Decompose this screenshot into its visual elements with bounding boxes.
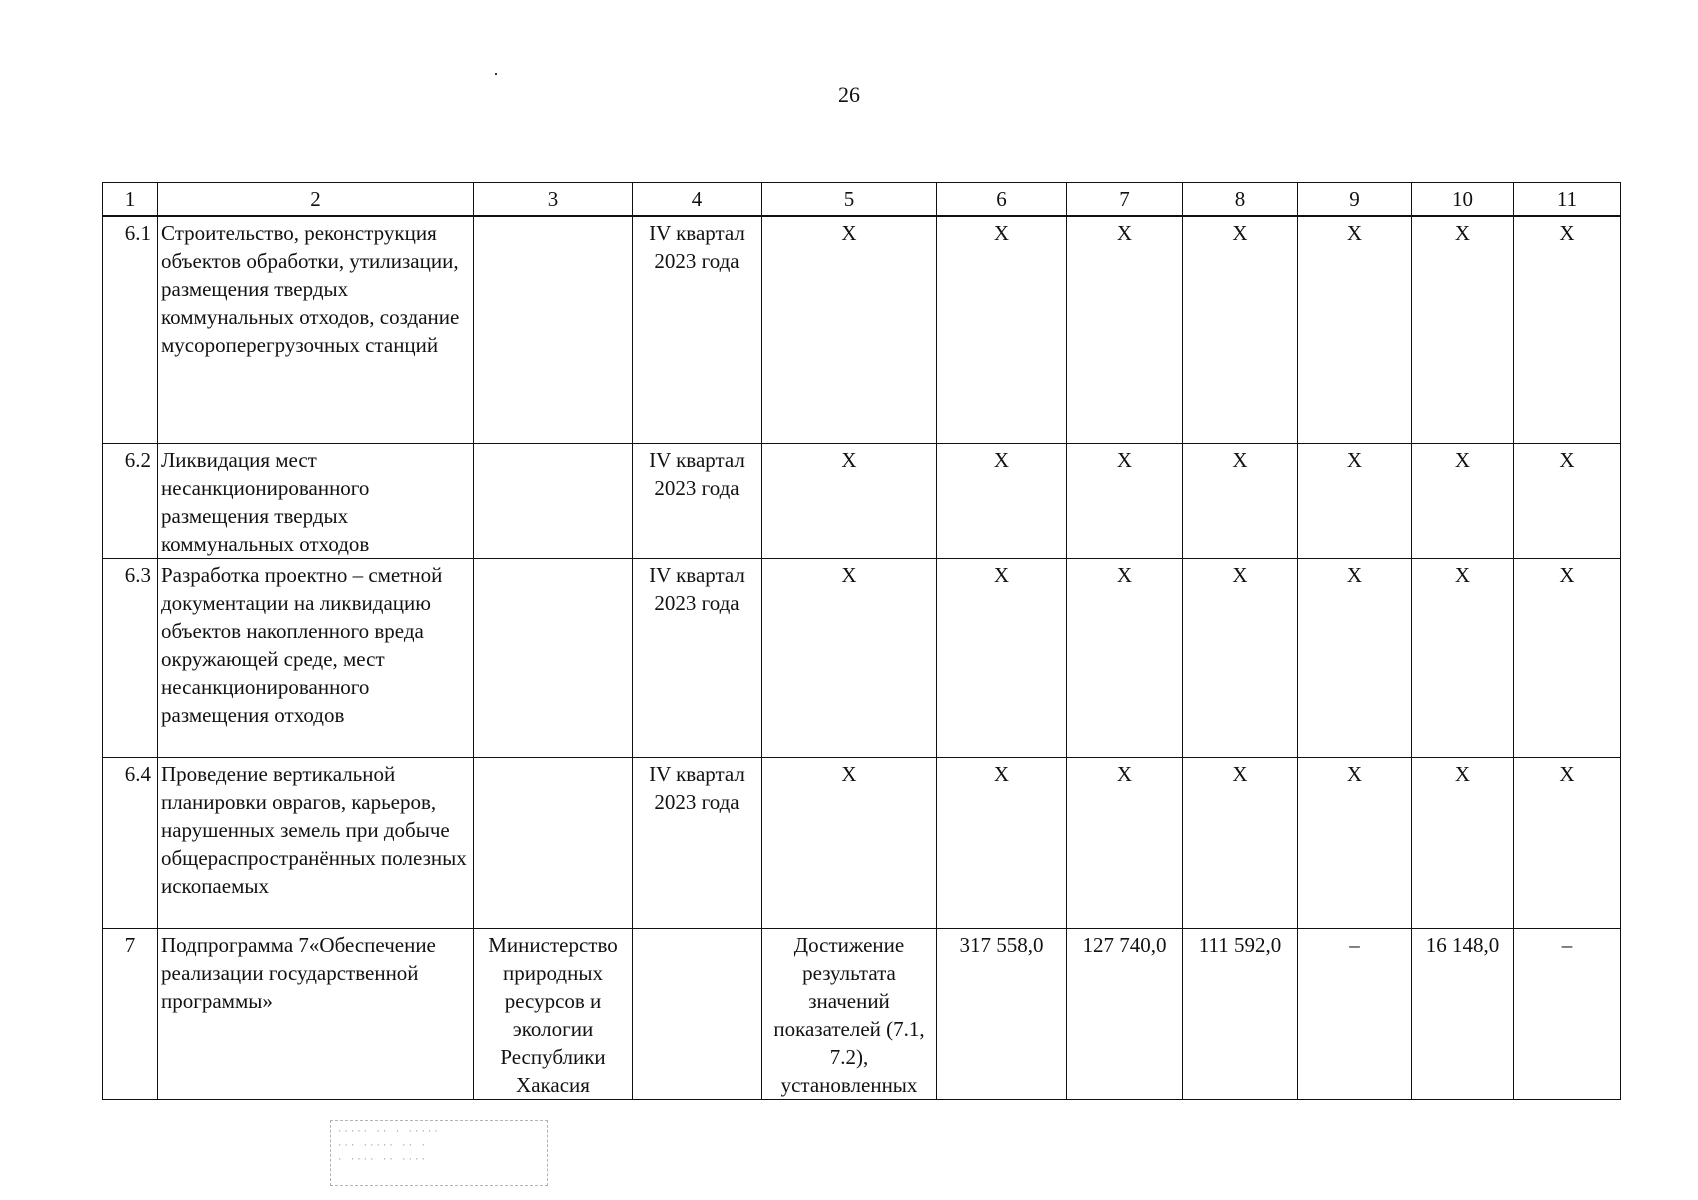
header-cell: 8 [1183,183,1298,217]
row-cell-8: X [1183,444,1298,559]
row-cell-11: X [1514,559,1621,758]
row-cell-10: X [1412,758,1514,929]
row-cell-9: – [1298,929,1412,1100]
row-cell-9: X [1298,444,1412,559]
header-row [103,183,1621,217]
table-row [103,216,1621,444]
row-cell-8: X [1183,758,1298,929]
row-deadline: IV квартал 2023 года [633,216,762,444]
table-row [103,929,1621,1100]
header-cell: 10 [1412,183,1514,217]
header-cell: 7 [1067,183,1183,217]
table-row [103,444,1621,559]
row-cell-7: X [1067,559,1183,758]
header-cell: 4 [633,183,762,217]
stamp-line: ····· ·· · ····· [337,1127,440,1137]
row-cell-9: X [1298,758,1412,929]
row-cell-10: X [1412,559,1514,758]
row-name: Подпрограмма 7«Обеспечение реализации государственной программы» [158,929,474,1100]
row-cell-7: X [1067,444,1183,559]
header-cell: 1 [103,183,158,217]
row-id: 6.4 [103,758,158,929]
row-id: 6.3 [103,559,158,758]
row-cell-10: X [1412,216,1514,444]
row-cell-6: X [937,758,1067,929]
row-cell-5: Достижение результата значений показателей (7.1, 7.2), установленных [762,929,937,1100]
row-cell-11: X [1514,216,1621,444]
row-cell-5: X [762,758,937,929]
row-cell-10: 16 148,0 [1412,929,1514,1100]
row-cell-8: 111 592,0 [1183,929,1298,1100]
row-cell-8: X [1183,559,1298,758]
row-responsible [474,758,633,929]
header-cell: 6 [937,183,1067,217]
scan-speck [495,73,497,75]
table-row [103,559,1621,758]
row-deadline: IV квартал 2023 года [633,444,762,559]
header-cell: 2 [158,183,474,217]
stamp-line: ··· ····· ·· · [337,1141,427,1151]
row-cell-11: X [1514,758,1621,929]
row-cell-6: X [937,216,1067,444]
row-cell-10: X [1412,444,1514,559]
row-responsible [474,216,633,444]
header-cell: 9 [1298,183,1412,217]
row-name: Ликвидация мест несанкционированного размещения твердых коммунальных отходов [158,444,474,559]
row-cell-7: 127 740,0 [1067,929,1183,1100]
row-cell-6: X [937,444,1067,559]
row-name: Разработка проектно – сметной документации на ликвидацию объектов накопленного вреда окружающей среде, мест несанкционированного размещения отходов [158,559,474,758]
faded-stamp [330,1120,548,1186]
program-table [102,182,1621,1100]
row-cell-6: 317 558,0 [937,929,1067,1100]
row-cell-7: X [1067,216,1183,444]
row-cell-5: X [762,559,937,758]
row-cell-5: X [762,216,937,444]
row-deadline: IV квартал 2023 года [633,758,762,929]
page-number: 26 [838,82,860,107]
row-responsible: Министерство природных ресурсов и экологии Республики Хакасия [474,929,633,1100]
row-name: Строительство, реконструкция объектов обработки, утилизации, размещения твердых коммунальных отходов, создание мусороперегрузочных станций [158,216,474,444]
row-cell-9: X [1298,216,1412,444]
header-cell: 11 [1514,183,1621,217]
table-row [103,758,1621,929]
row-responsible [474,559,633,758]
row-cell-9: X [1298,559,1412,758]
row-deadline: IV квартал 2023 года [633,559,762,758]
row-cell-6: X [937,559,1067,758]
row-id: 7 [103,929,158,1100]
header-cell: 3 [474,183,633,217]
row-cell-11: – [1514,929,1621,1100]
row-name: Проведение вертикальной планировки оврагов, карьеров, нарушенных земель при добыче общераспространённых полезных ископаемых [158,758,474,929]
row-cell-11: X [1514,444,1621,559]
row-id: 6.2 [103,444,158,559]
header-cell: 5 [762,183,937,217]
row-deadline [633,929,762,1100]
stamp-line: · ···· ·· ···· [337,1155,427,1165]
row-cell-7: X [1067,758,1183,929]
row-cell-8: X [1183,216,1298,444]
row-id: 6.1 [103,216,158,444]
row-responsible [474,444,633,559]
row-cell-5: X [762,444,937,559]
